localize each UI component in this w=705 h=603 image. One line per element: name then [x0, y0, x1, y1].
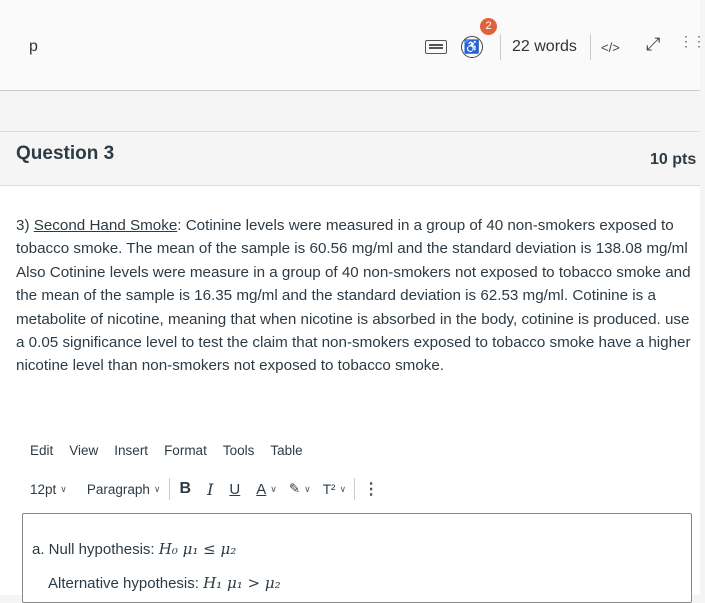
word-count[interactable]: 22 words — [512, 38, 577, 55]
text-color-button[interactable] — [256, 481, 277, 498]
editor-toolbar — [30, 478, 379, 500]
font-size-value: 12pt — [30, 481, 57, 497]
null-hypothesis-label: a. Null hypothesis: — [32, 541, 159, 558]
font-size-select[interactable] — [30, 482, 67, 497]
chevron-down-icon: ∨ — [339, 483, 347, 494]
keyboard-icon[interactable] — [425, 40, 447, 54]
top-area — [0, 0, 700, 90]
resize-handle-icon[interactable]: ⋮⋮ — [679, 33, 705, 49]
accessibility-badge: 2 — [480, 18, 497, 35]
toolbar-divider — [169, 478, 170, 500]
question-prefix: 3) — [16, 217, 34, 234]
chevron-down-icon: ∨ — [153, 483, 161, 494]
editor-menubar — [30, 443, 303, 458]
html-editor-icon[interactable]: </> — [601, 40, 620, 55]
superscript-icon: T² — [322, 481, 336, 497]
underline-button[interactable]: U — [229, 480, 241, 498]
answer-line-null — [32, 540, 236, 558]
accessibility-icon[interactable]: ♿ — [461, 36, 483, 58]
italic-button[interactable]: I — [207, 479, 214, 499]
question-text — [16, 214, 696, 378]
highlight-icon: ✎ — [288, 481, 301, 496]
menu-format[interactable]: Format — [164, 443, 207, 458]
question-topic: Second Hand Smoke — [33, 217, 178, 234]
block-format-value: Paragraph — [86, 481, 150, 497]
alternative-hypothesis-math: H₁ μ₁ > μ₂ — [203, 574, 281, 592]
chevron-down-icon: ∨ — [270, 483, 277, 494]
text-color-icon: A — [256, 480, 267, 498]
chevron-down-icon: ∨ — [304, 483, 311, 494]
toolbar-divider — [354, 478, 355, 500]
question-points: 10 pts — [650, 151, 697, 168]
menu-edit[interactable]: Edit — [30, 443, 54, 458]
null-hypothesis-math: H₀ μ₁ ≤ μ₂ — [158, 540, 237, 558]
alternative-hypothesis-label: Alternative hypothesis: — [48, 575, 204, 592]
chevron-down-icon: ∨ — [60, 483, 67, 494]
answer-line-alternative — [48, 574, 281, 592]
element-path[interactable]: p — [29, 38, 38, 55]
divider — [590, 34, 591, 60]
highlight-button[interactable] — [289, 481, 311, 497]
section-divider — [0, 90, 700, 91]
menu-insert[interactable]: Insert — [114, 443, 149, 458]
fullscreen-icon[interactable]: ⤢ — [646, 34, 661, 54]
menu-tools[interactable]: Tools — [222, 443, 255, 458]
divider — [500, 34, 501, 60]
bold-button[interactable]: B — [179, 480, 192, 497]
more-options-icon[interactable]: ⋮ — [363, 481, 380, 498]
menu-view[interactable]: View — [69, 443, 99, 458]
menu-table[interactable]: Table — [270, 443, 303, 458]
question-body-text: : Cotinine levels were measured in a group of 40 non-smokers exposed to tobacco smoke. The mean of the sample is 60.56 mg/ml and the standard deviation is 138.08 mg/ml Also Cotinine levels were measure in a group of 40 non-smokers not exposed to tobacco smoke and the mean of the sample is 16.35 mg/ml and the standard deviation is 62.53 mg/ml. Cotinine is a metabolite of nicotine, meaning that when nicotine is absorbed in the body, cotinine is produced. use a 0.05 significance level to test the claim that non-smokers exposed to tobacco smoke have a higher nicotine level than non-smokers not exposed to tobacco smoke. — [16, 217, 691, 375]
block-format-select[interactable] — [87, 482, 161, 497]
superscript-button[interactable] — [323, 482, 346, 497]
question-title: Question 3 — [16, 143, 115, 164]
